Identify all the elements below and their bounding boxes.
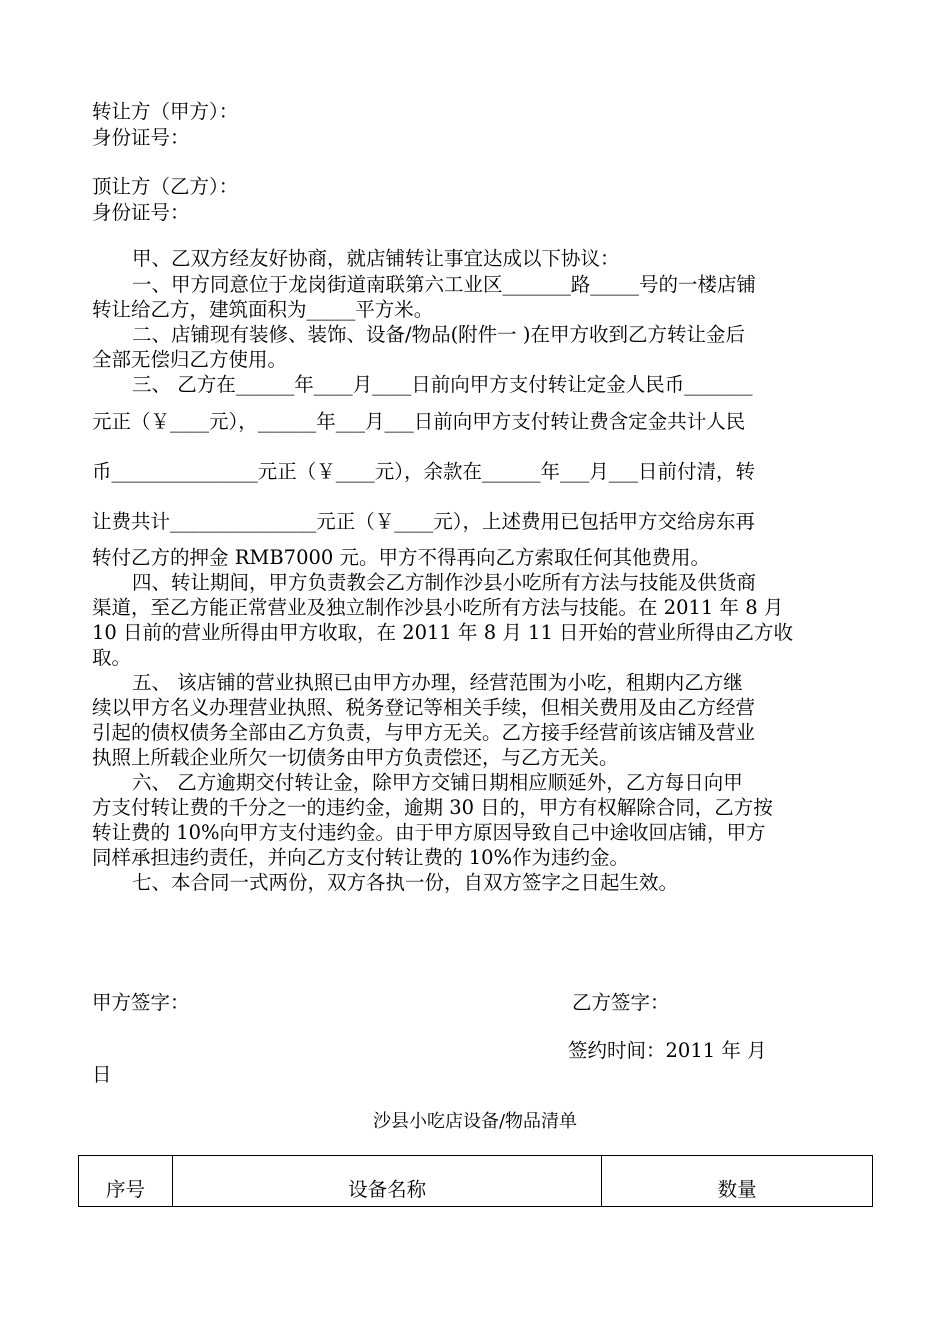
transferor-label: 转让方（甲方）：	[92, 100, 239, 123]
clause-4-line-3: 10 日前的营业所得由甲方收取，在 2011 年 8 月 11 日开始的营业所得由乙方收	[92, 621, 794, 644]
party-b-signature-label: 乙方签字：	[572, 991, 670, 1014]
column-header-index: 序号	[79, 1156, 173, 1207]
clause-5-line-4: 执照上所载企业所欠一切债务由甲方负责偿还，与乙方无关。	[92, 746, 619, 769]
transferee-id-label: 身份证号：	[92, 201, 190, 224]
clause-4-line-4: 取。	[92, 646, 132, 669]
clause-6-line-2: 方支付转让费的千分之一的违约金，逾期 30 日的，甲方有权解除合同，乙方按	[92, 796, 773, 819]
clause-5-line-3: 引起的债权债务全部由乙方负责，与甲方无关。乙方接手经营前该店铺及营业	[92, 721, 756, 744]
column-header-equipment-name: 设备名称	[172, 1156, 601, 1207]
clause-3-line-5: 转付乙方的押金 RMB7000 元。甲方不得再向乙方索取任何其他费用。	[92, 546, 711, 569]
clause-6-line-4: 同样承担违约责任，并向乙方支付转让费的 10%作为违约金。	[92, 846, 630, 869]
clause-1-line-2: 转让给乙方，建筑面积为_____平方米。	[92, 298, 434, 321]
clause-3-line-1: 三、 乙方在______年____月____日前向甲方支付转让定金人民币_______	[132, 373, 753, 396]
transferee-label: 顶让方（乙方）：	[92, 175, 239, 198]
signing-date-day: 日	[92, 1063, 112, 1086]
signing-date-label: 签约时间：2011 年 月	[568, 1039, 767, 1062]
party-a-signature-label: 甲方签字：	[92, 991, 190, 1014]
equipment-table	[78, 1155, 873, 1207]
clause-6-line-3: 转让费的 10%向甲方支付违约金。由于甲方原因导致自己中途收回店铺，甲方	[92, 821, 766, 844]
clause-2-line-2: 全部无偿归乙方使用。	[92, 348, 288, 371]
clause-7: 七、本合同一式两份，双方各执一份，自双方签字之日起生效。	[132, 871, 679, 894]
clause-3-line-4: 让费共计_______________元正（￥____元），上述费用已包括甲方交给房东再	[92, 510, 756, 533]
clause-4-line-1: 四、转让期间，甲方负责教会乙方制作沙县小吃所有方法与技能及供货商	[132, 571, 757, 594]
clause-5-line-2: 续以甲方名义办理营业执照、税务登记等相关手续，但相关费用及由乙方经营	[92, 696, 756, 719]
intro-paragraph: 甲、乙双方经友好协商，就店铺转让事宜达成以下协议：	[132, 247, 620, 270]
table-header-row	[79, 1156, 873, 1207]
clause-2-line-1: 二、店铺现有装修、装饰、设备/物品(附件一 )在甲方收到乙方转让金后	[132, 323, 745, 346]
transferor-id-label: 身份证号：	[92, 126, 190, 149]
clause-3-line-3: 币_______________元正（￥____元），余款在______年___月___日前付清，转	[92, 460, 756, 483]
clause-4-line-2: 渠道，至乙方能正常营业及独立制作沙县小吃所有方法与技能。在 2011 年 8 月	[92, 596, 784, 619]
clause-3-line-2: 元正（￥____元），______年___月___日前向甲方支付转让费含定金共计人民	[92, 410, 746, 433]
clause-5-line-1: 五、 该店铺的营业执照已由甲方办理，经营范围为小吃，租期内乙方继	[132, 671, 743, 694]
clause-1-line-1: 一、甲方同意位于龙岗街道南联第六工业区_______路_____号的一楼店铺	[132, 273, 757, 296]
clause-6-line-1: 六、 乙方逾期交付转让金，除甲方交铺日期相应顺延外，乙方每日向甲	[132, 771, 743, 794]
column-header-quantity: 数量	[602, 1156, 873, 1207]
appendix-caption: 沙县小吃店设备/物品清单	[372, 1111, 578, 1132]
